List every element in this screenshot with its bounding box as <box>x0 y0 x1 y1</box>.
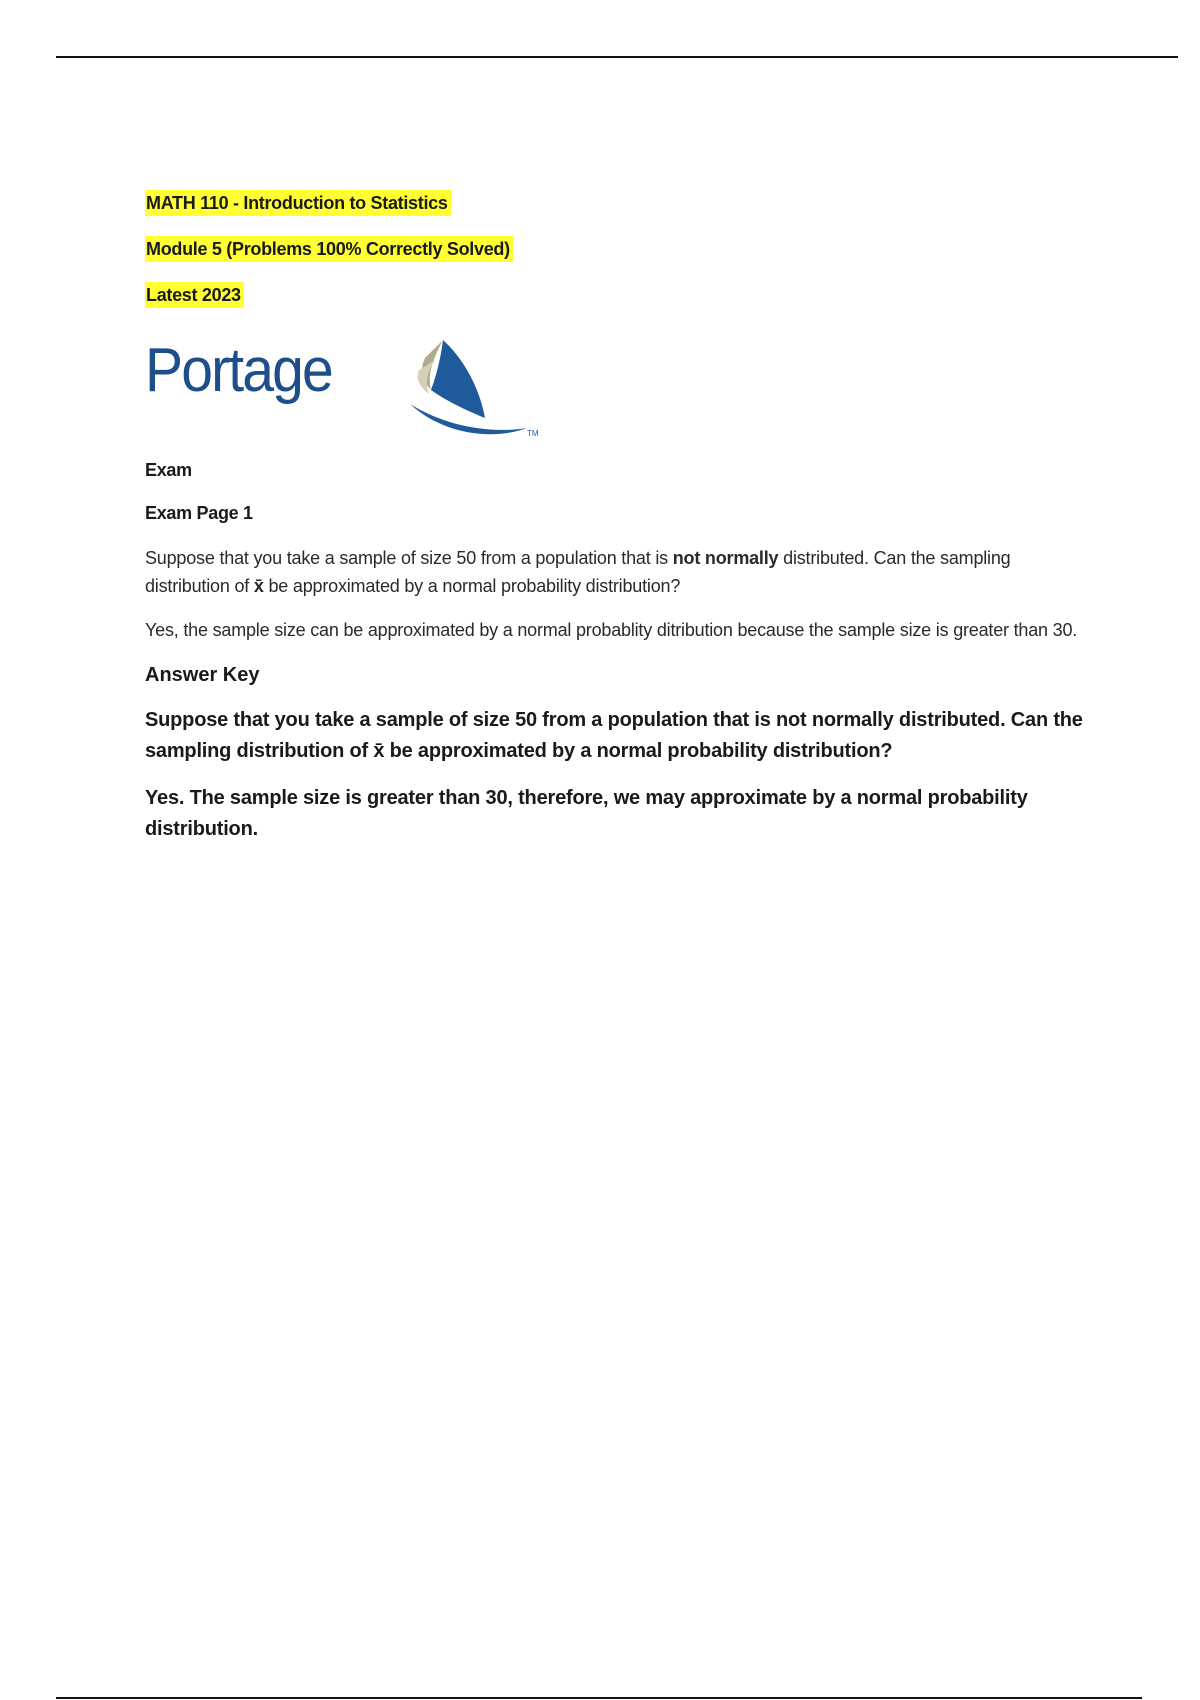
emphasis-text: not normally <box>672 548 779 568</box>
answer-key-question: Suppose that you take a sample of size 50 from a population that is not normally distributed. Can the sampling distribution of x̄ be approximated by a normal probability distribution? <box>145 709 1083 762</box>
sail-icon <box>315 330 565 442</box>
bottom-rule <box>56 1697 1142 1699</box>
exam-question: Suppose that you take a sample of size 50 from a population that is not normally distributed. Can the sampling distribution of x̄ be approximated by a normal probability distribution? <box>145 548 1011 596</box>
answer-key-answer: Yes. The sample size is greater than 30, therefore, we may approximate by a normal probability distribution. <box>145 787 1028 840</box>
student-answer: Yes, the sample size can be approximated by a normal probablity ditribution because the sample size is greater than 30. <box>145 620 1078 640</box>
portage-logo <box>145 330 1085 442</box>
year-label: Latest 2023 <box>145 282 244 308</box>
x-bar-symbol: x̄ <box>373 740 385 762</box>
trademark-mark: TM <box>527 429 539 438</box>
document-body <box>145 190 1085 845</box>
top-rule <box>56 56 1178 58</box>
logo-wordmark: Portage <box>145 336 332 405</box>
course-title: MATH 110 - Introduction to Statistics <box>145 190 451 216</box>
exam-page-label: Exam Page 1 <box>145 503 253 523</box>
answer-key-label: Answer Key <box>145 664 260 686</box>
exam-label: Exam <box>145 460 192 480</box>
x-bar-symbol: x̄ <box>253 576 264 596</box>
module-title: Module 5 (Problems 100% Correctly Solved) <box>145 236 513 262</box>
